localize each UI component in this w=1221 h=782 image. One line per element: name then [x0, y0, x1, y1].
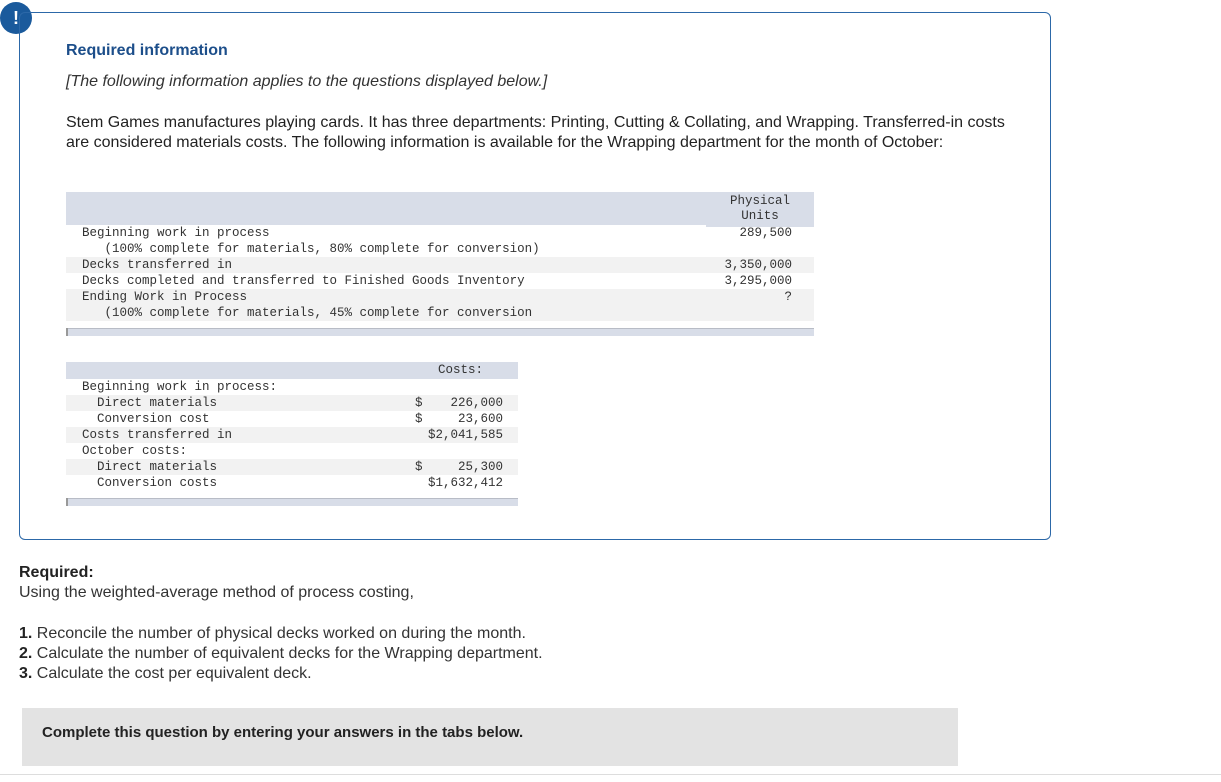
- table-header-bar: [66, 192, 742, 225]
- table-row: Direct materials $ 226,000: [66, 395, 518, 411]
- table-row: (100% complete for materials, 80% complete for conversion): [82, 242, 540, 256]
- required-label: Required:: [19, 564, 94, 581]
- table-footer-bar: [66, 498, 518, 506]
- table-footer-marker: [66, 498, 68, 506]
- section-title: Required information: [66, 42, 228, 59]
- task-item: 1. Reconcile the number of physical decks worked on during the month.: [19, 625, 526, 642]
- table-row: Beginning work in process 289,500: [82, 226, 792, 240]
- table-row: Decks completed and transferred to Finished Goods Inventory 3,295,000: [82, 274, 792, 288]
- divider: [0, 774, 1221, 775]
- task-list: [19, 624, 543, 684]
- table-row: Conversion costs $1,632,412: [82, 476, 503, 490]
- table-row: Direct materials $ 25,300: [66, 459, 518, 475]
- instruction-text: Complete this question by entering your answers in the tabs below.: [42, 724, 524, 741]
- table-row: (100% complete for materials, 45% complete for conversion: [66, 305, 814, 321]
- table-row: Decks transferred in 3,350,000: [66, 257, 814, 273]
- info-note: [The following information applies to the questions displayed below.]: [66, 73, 548, 90]
- physical-units-table: [66, 192, 814, 335]
- problem-intro: Stem Games manufactures playing cards. It has three departments: Printing, Cutting & Collating, and Wrapping. Transferred-in costs are considered materials costs. The following information is available for the Wrapping department for the month of October:: [66, 114, 1005, 151]
- table-row: Conversion cost $ 23,600: [82, 412, 503, 426]
- task-item: 2. Calculate the number of equivalent decks for the Wrapping department.: [19, 645, 543, 662]
- costs-header-bar: [66, 362, 518, 379]
- table-row: Costs transferred in $2,041,585: [66, 427, 518, 443]
- costs-header: Costs:: [438, 363, 484, 377]
- table-row: Ending Work in Process ?: [66, 289, 814, 305]
- required-text: Using the weighted-average method of process costing,: [19, 584, 414, 601]
- physical-units-header: Physical Units: [706, 192, 814, 227]
- table-footer-bar: [66, 328, 814, 336]
- alert-icon: !: [0, 2, 32, 34]
- table-row: October costs:: [82, 444, 188, 458]
- costs-table: [66, 362, 518, 506]
- task-item: 3. Calculate the cost per equivalent deck.: [19, 665, 312, 682]
- table-footer-marker: [66, 328, 68, 336]
- instruction-banner: [22, 708, 958, 766]
- table-row: Beginning work in process:: [82, 380, 278, 394]
